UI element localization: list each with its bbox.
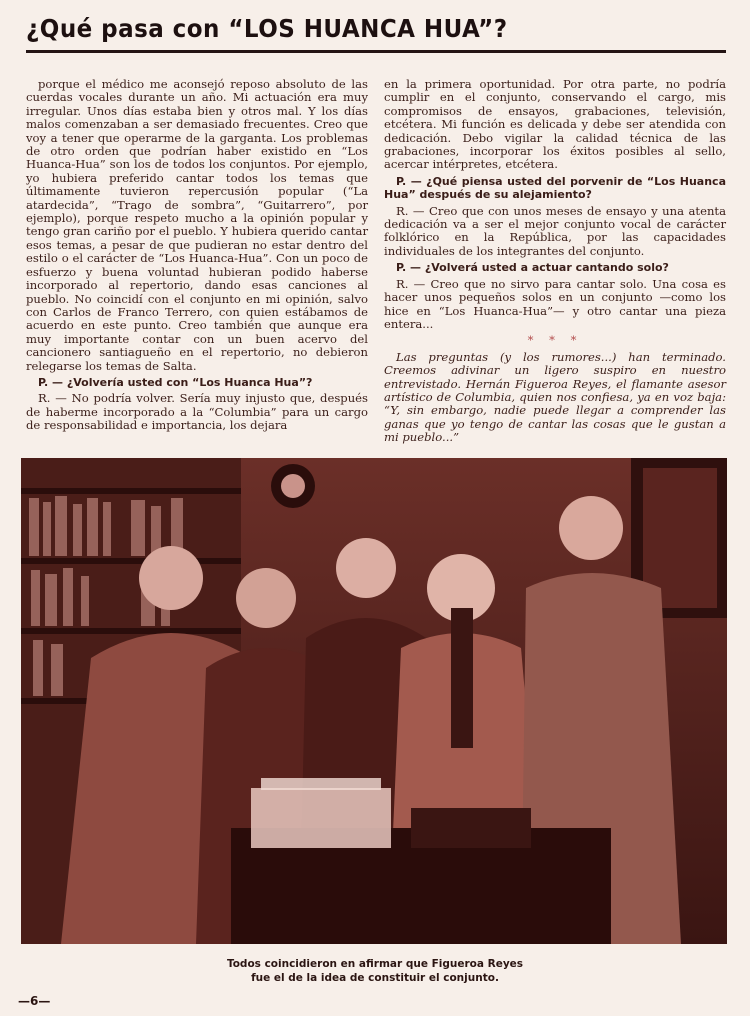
article-paragraph: R. — Creo que con unos meses de ensayo y una atenta dedicación va a ser el mejor conjunto vocal de carácter folklórico en la República, por las capacidades individuales de los integrantes del conjunto. — [384, 203, 726, 258]
right-column — [384, 77, 726, 445]
interview-question: P. — ¿Volvería usted con “Los Huanca Hua”? — [38, 375, 313, 389]
article-paragraph: porque el médico me aconsejó reposo absoluto de las cuerdas vocales durante un año. Mi actuación era muy irregular. Unos días estaba bien y otros mal. Y los días malos comenzaban a ser demasiado frecuentes. Creo que voy a tener que operarme de la garganta. Los problemas de otro orden que podrían haber existido en “Los Huanca-Hua” son los de todos los conjuntos. Por ejemplo, yo hubiera preferido cantar todos los temas que últimamente tuvieron repercusión popular (“La atardecida”, “Trago de sombra”, “Guitarrero”, por ejemplo), porque respeto mucho a la opinión popular y tengo gran cariño por el pueblo. Y hubiera querido cantar esos temas, a pesar de que pudieran no estar dentro del estilo o el carácter de “Los Huanca-Hua”. Con un poco de esfuerzo y buena voluntad hubieran podido haberse incorporado al repertorio, dando esas canciones al pueblo. No coincidí con el conjunto en mi opinión, salvo con Carlos de Franco Terrero, con quien estábamos de acuerdo en este punto. Creo también que aunque era muy importante contar con un buen acervo del cancionero santiagueño en el repertorio, no debieron relegarse los temas de Salta. — [26, 77, 368, 373]
page-header — [26, 14, 726, 54]
caption-line-1: Todos coincidieron en afirmar que Figueroa Reyes — [226, 958, 524, 970]
article-body — [26, 77, 726, 445]
sun-mirror — [271, 464, 315, 508]
page-number: —6— — [18, 994, 51, 1008]
page-title: ¿Qué pasa con “LOS HUANCA HUA”? — [26, 14, 508, 43]
article-paragraph: R. — No podría volver. Sería muy injusto que, después de haberme incorporado a la “Columbia” para un cargo de responsabilidad e importancia, los dejara — [26, 391, 368, 433]
caption-line-2: fue el de la idea de constituir el conjunto. — [251, 972, 499, 984]
photo-caption — [180, 957, 570, 985]
article-paragraph: R. — Creo que no sirvo para cantar solo. Una cosa es hacer unos pequeños solos en un conjunto —como los hice en “Los Huanca-Hua”— y otro cantar una pieza entera... — [384, 276, 726, 331]
closing-paragraph: Las preguntas (y los rumores...) han terminado. Creemos adivinar un ligero suspiro en nuestro entrevistado. Hernán Figueroa Reyes, el flamante asesor artístico de Columbia, quien nos confiesa, ya en voz baja: “Y, sin embargo, nadie puede llegar a comprender las ganas que yo tengo de cantar las cosas que le gustan a mi pueblo...” — [384, 349, 726, 445]
group-photo — [21, 458, 727, 944]
article-paragraph: en la primera oportunidad. Por otra parte, no podría cumplir en el conjunto, conservando el cargo, mis compromisos de ensayos, grabaciones, televisión, etcétera. Mi función es delicada y debe ser atendida con dedicación. Debo vigilar la calidad técnica de las grabaciones, incorporar los éxitos posibles al sello, acercar intérpretes, etcétera. — [384, 77, 726, 172]
group-photo-illustration — [21, 458, 727, 944]
header-rule — [26, 50, 726, 53]
interview-question: P. — ¿Qué piensa usted del porvenir de “Los Huanca Hua” después de su alejamiento? — [384, 174, 726, 202]
interview-question: P. — ¿Volverá usted a actuar cantando solo? — [396, 261, 669, 275]
left-column — [26, 78, 368, 442]
section-separator: * * * — [527, 333, 583, 348]
